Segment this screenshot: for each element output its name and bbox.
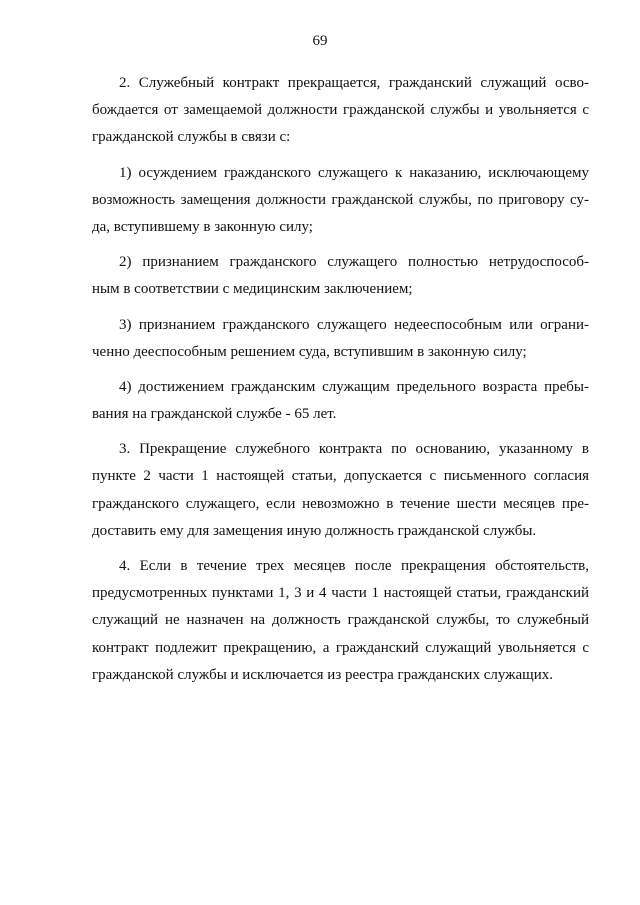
text-line: пункте 2 части 1 настоящей статьи, допускается с письменного согласия — [92, 468, 589, 485]
paragraph — [92, 249, 589, 303]
paragraph-gap — [92, 428, 589, 436]
text-line: да, вступившему в законную силу; — [92, 218, 313, 235]
paragraph — [92, 160, 589, 242]
text-line: гражданского служащего, если невозможно в течение шести месяцев пре- — [92, 495, 589, 512]
paragraph — [92, 374, 589, 428]
text-line: вания на гражданской службе - 65 лет. — [92, 406, 337, 423]
text-line: ченно дееспособным решением суда, вступившим в законную силу; — [92, 343, 527, 360]
text-line: 4) достижением гражданским служащим предельного возраста пребы- — [119, 378, 589, 395]
paragraph — [92, 70, 589, 152]
paragraph-gap — [92, 241, 589, 249]
text-line: 4. Если в течение трех месяцев после прекращения обстоятельств, — [119, 558, 589, 574]
text-line: ным в соответствии с медицинским заключением; — [92, 281, 413, 298]
text-line: гражданской службы и исключается из реестра гражданских служащих. — [92, 666, 554, 683]
text-line: 2. Служебный контракт прекращается, гражданский служащий осво- — [119, 75, 589, 91]
paragraph-gap — [92, 304, 589, 312]
text-line: гражданской службы в связи с: — [92, 129, 291, 146]
text-line: 1) осуждением гражданского служащего к наказанию, исключающему — [119, 164, 589, 181]
text-line: возможность замещения должности гражданской службы, по приговору су- — [92, 191, 589, 208]
page-number: 69 — [312, 33, 328, 49]
text-line: предусмотренных пунктами 1, 3 и 4 части 1 настоящей статьи, гражданский — [92, 585, 589, 602]
text-line: доставить ему для замещения иную должность гражданской службы. — [92, 522, 537, 539]
text-line: 3. Прекращение служебного контракта по основанию, указанному в — [119, 441, 589, 458]
document-body — [92, 70, 589, 689]
paragraph — [92, 312, 589, 366]
paragraph-gap — [92, 366, 589, 374]
paragraph — [92, 436, 589, 545]
text-line: бождается от замещаемой должности гражданской службы и увольняется с — [92, 102, 589, 119]
paragraph — [92, 553, 589, 689]
paragraph-gap — [92, 152, 589, 160]
text-line: служащий не назначен на должность гражданской службы, то служебный — [92, 612, 589, 629]
paragraph-gap — [92, 545, 589, 553]
text-line: контракт подлежит прекращению, а гражданский служащий увольняется с — [92, 639, 589, 656]
text-line: 3) признанием гражданского служащего недееспособным или ограни- — [119, 316, 589, 333]
text-line: 2) признанием гражданского служащего полностью нетрудоспособ- — [119, 254, 589, 271]
